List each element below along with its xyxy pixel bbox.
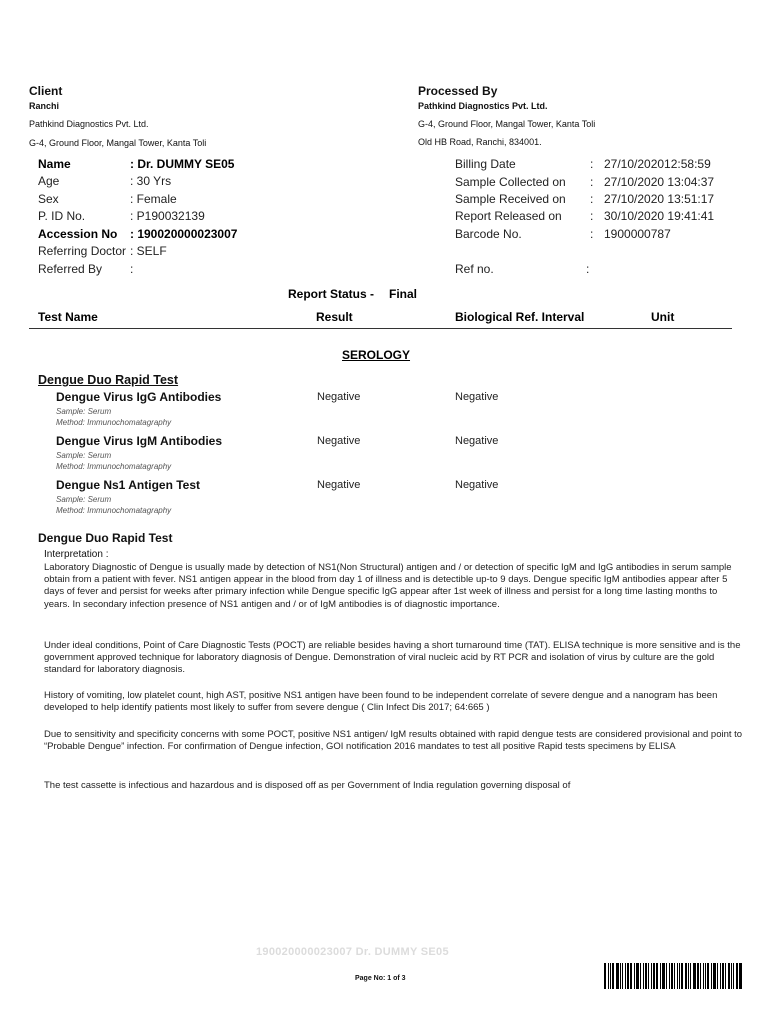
page-number: Page No: 1 of 3 [355, 975, 406, 982]
barcode-bar [690, 963, 691, 989]
interpretation-title: Dengue Duo Rapid Test [38, 531, 173, 545]
barcode-bar [733, 963, 734, 989]
barcode-bar [736, 963, 738, 989]
barcode-bar [660, 963, 661, 989]
barcode-bar [656, 963, 658, 989]
barcode-bar [688, 963, 689, 989]
test-method: Method: Immunochomatagraphy [56, 462, 172, 471]
barcode-bar [634, 963, 635, 989]
barcode-bar [722, 963, 724, 989]
billing-label: Billing Date [455, 157, 516, 171]
barcode-bar [608, 963, 609, 989]
barcode-bar [645, 963, 647, 989]
barcode-bar [731, 963, 732, 989]
barcode-bar [622, 963, 623, 989]
barcode-bar [685, 963, 687, 989]
test-method: Method: Immunochomatagraphy [56, 418, 172, 427]
referred-label: Referred By [38, 262, 103, 276]
test-name: Dengue Ns1 Antigen Test [56, 478, 201, 492]
barcode-bar [643, 963, 644, 989]
barcode-bar [725, 963, 726, 989]
test-result: Negative [317, 435, 361, 447]
barcode-bar [720, 963, 721, 989]
interpretation-label: Interpretation : [44, 549, 109, 560]
barcode-bar [700, 963, 701, 989]
barcode-value: 1900000787 [604, 227, 671, 241]
test-interval: Negative [455, 435, 499, 447]
barcode-colon: : [590, 227, 594, 241]
test-result: Negative [317, 479, 361, 491]
barcode-bar [697, 963, 699, 989]
barcode-bar [651, 963, 652, 989]
test-sample: Sample: Serum [56, 407, 112, 416]
interpretation-paragraph: The test cassette is infectious and hazardous and is disposed off as per Government of India regulation governing disposal of [44, 780, 571, 791]
section-title: SEROLOGY [342, 348, 411, 362]
processed-heading: Processed By [418, 84, 498, 98]
accession-value: : 190020000023007 [130, 227, 238, 241]
name-label: Name [38, 157, 71, 171]
col-test-name: Test Name [38, 310, 98, 324]
barcode-image [604, 963, 744, 989]
barcode-bar [728, 963, 730, 989]
received-value: 27/10/2020 13:51:17 [604, 192, 715, 206]
col-result: Result [316, 310, 353, 324]
client-heading: Client [29, 84, 63, 98]
interpretation-paragraph: Due to sensitivity and specificity concerns with some POCT, positive NS1 antigen/ IgM results obtained with rapid dengue tests are considered provisional and point to “Probable Dengue” infection. For confirmation of Dengue infection, GOI notification 2016 mandates to test all positive Rapid tests specimens by ELISA [44, 729, 743, 753]
test-interval: Negative [455, 391, 499, 403]
referring-label: Referring Doctor [38, 244, 127, 258]
barcode-bar [620, 963, 621, 989]
test-result: Negative [317, 391, 361, 403]
barcode-bar [666, 963, 667, 989]
received-label: Sample Received on [455, 192, 566, 206]
test-sample: Sample: Serum [56, 451, 112, 460]
barcode-bar [671, 963, 673, 989]
ref-colon: : [586, 262, 590, 276]
barcode-bar [681, 963, 683, 989]
header-divider [29, 328, 732, 329]
test-name: Dengue Virus IgM Antibodies [56, 434, 223, 448]
barcode-bar [739, 963, 742, 989]
pid-label: P. ID No. [38, 209, 86, 223]
client-line1: Pathkind Diagnostics Pvt. Ltd. [29, 119, 149, 129]
collected-value: 27/10/2020 13:04:37 [604, 175, 715, 189]
billing-colon: : [590, 157, 594, 171]
barcode-bar [717, 963, 718, 989]
barcode-bar [648, 963, 649, 989]
panel-title: Dengue Duo Rapid Test [38, 373, 179, 387]
referred-value: : [130, 262, 134, 276]
sex-value: : Female [130, 192, 177, 206]
barcode-bar [713, 963, 716, 989]
sex-label: Sex [38, 192, 59, 206]
barcode-bar [693, 963, 696, 989]
pid-value: : P190032139 [130, 209, 205, 223]
barcode-bar [636, 963, 639, 989]
received-colon: : [590, 192, 594, 206]
barcode-bar [662, 963, 665, 989]
barcode-bar [707, 963, 709, 989]
client-city: Ranchi [29, 101, 60, 111]
processed-line2: Old HB Road, Ranchi, 834001. [418, 137, 542, 147]
released-label: Report Released on [455, 209, 562, 223]
barcode-bar [625, 963, 626, 989]
test-method: Method: Immunochomatagraphy [56, 506, 172, 515]
test-interval: Negative [455, 479, 499, 491]
barcode-bar [616, 963, 619, 989]
barcode-bar [703, 963, 704, 989]
barcode-bar [674, 963, 675, 989]
barcode-bar [640, 963, 641, 989]
barcode-bar [711, 963, 712, 989]
barcode-bar [627, 963, 629, 989]
ref-label: Ref no. [455, 262, 494, 276]
barcode-bar [677, 963, 678, 989]
released-value: 30/10/2020 19:41:41 [604, 209, 715, 223]
released-colon: : [590, 209, 594, 223]
accession-label: Accession No [38, 227, 118, 241]
name-value: : Dr. DUMMY SE05 [130, 157, 235, 171]
interpretation-paragraph: Under ideal conditions, Point of Care Diagnostic Tests (POCT) are reliable besides having a short turnaround time (TAT). ELISA technique is more sensitive and is the government approved technique for laboratory diagnosis of Dengue. Demonstration of viral nucleic acid by RT PCR and isolation of virus by culture are the gold standard for laboratory diagnosis. [44, 640, 741, 676]
barcode-bar [630, 963, 632, 989]
report-status-value: Final [389, 287, 418, 301]
test-sample: Sample: Serum [56, 495, 112, 504]
billing-value: 27/10/202012:58:59 [604, 157, 711, 171]
collected-colon: : [590, 175, 594, 189]
barcode-bar [669, 963, 670, 989]
col-unit: Unit [651, 310, 675, 324]
barcode-bar [679, 963, 680, 989]
barcode-bar [653, 963, 655, 989]
processed-name: Pathkind Diagnostics Pvt. Ltd. [418, 101, 548, 111]
age-value: : 30 Yrs [130, 174, 172, 188]
footer-watermark: 190020000023007 Dr. DUMMY SE05 [256, 946, 449, 958]
test-name: Dengue Virus IgG Antibodies [56, 390, 222, 404]
barcode-bar [705, 963, 706, 989]
client-line2: G-4, Ground Floor, Mangal Tower, Kanta Toli [29, 138, 207, 148]
collected-label: Sample Collected on [455, 175, 566, 189]
interpretation-paragraph: Laboratory Diagnostic of Dengue is usually made by detection of NS1(Non Structural) antigen and / or detection of specific IgM and IgG antibodies in serum sample obtain from a patient with fever. NS1 antigen appear in the blood from day 1 of illness and is detectible up-to 9 days. Dengue specific IgM antibodies appear after 5 days of fever and persist for weeks after primary infection while Dengue specific IgG appear after 1st week of illness and persist for a long time lasting months to years. In secondary infection presence of NS1 antigen and / or of IgM antibodies is of diagnostic importance. [44, 562, 732, 610]
barcode-bar [612, 963, 614, 989]
barcode-bar [604, 963, 606, 989]
report-status-label: Report Status - [288, 287, 375, 301]
processed-line1: G-4, Ground Floor, Mangal Tower, Kanta Toli [418, 119, 596, 129]
barcode-bar [610, 963, 611, 989]
col-interval: Biological Ref. Interval [455, 310, 585, 324]
interpretation-paragraph: History of vomiting, low platelet count, high AST, positive NS1 antigen have been found to be independent correlate of severe dengue and a nanogram has been developed to help identify patients most likely to suffer from severe dengue ( Clin Infect Dis 2017; 64:665 ) [44, 690, 718, 714]
referring-value: : SELF [130, 244, 167, 258]
barcode-label: Barcode No. [455, 227, 522, 241]
age-label: Age [38, 174, 60, 188]
